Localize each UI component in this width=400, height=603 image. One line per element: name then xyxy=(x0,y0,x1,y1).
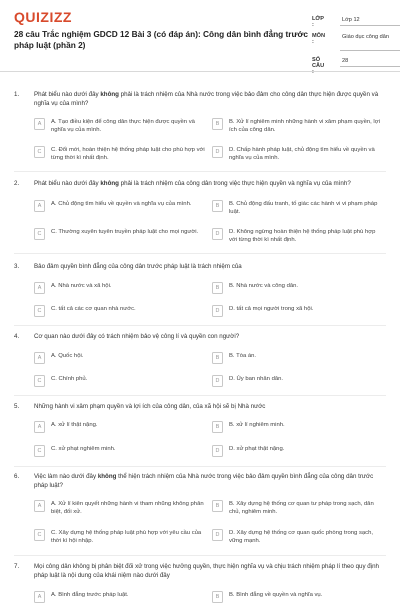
option-text: B. Nhà nước và công dân. xyxy=(229,283,299,289)
option-letter-box: D xyxy=(212,146,223,158)
stem-emphasis: không xyxy=(97,473,117,480)
question-divider xyxy=(14,466,386,467)
option-letter-box: C xyxy=(34,228,45,240)
option-text: C. Chính phủ. xyxy=(51,376,88,382)
option-text: D. Ủy ban nhân dân. xyxy=(229,376,284,382)
quizizz-logo: QUIZIZZ xyxy=(14,9,72,25)
option-letter-box: A xyxy=(34,591,45,603)
option-text: D. xử phạt thật nặng. xyxy=(229,446,285,452)
meta-subject-label: MÔN : xyxy=(312,33,326,45)
question-stem xyxy=(34,473,386,490)
stem-text: Mọi công dân không bị phân biệt đối xử trong việc hưởng quyền, thực hiện nghĩa vụ và chịu trách nhiệm pháp lí theo quy định pháp luật là nội dung của khái niệm nào dưới đây xyxy=(34,563,379,579)
option-letter-box: A xyxy=(34,421,45,433)
question-stem xyxy=(34,333,386,342)
option-letter-box: A xyxy=(34,500,45,512)
option-letter-box: D xyxy=(212,445,223,457)
option-letter-box: A xyxy=(34,282,45,294)
question-stem xyxy=(34,403,386,412)
option-text: B. Bình đẳng về quyền và nghĩa vụ. xyxy=(229,592,323,598)
question-divider xyxy=(14,555,386,556)
stem-text: Những hành vi xâm phạm quyền và lợi ích của công dân, của xã hội sẽ bị Nhà nước xyxy=(34,403,266,410)
option-text: C. Xây dựng hệ thống pháp luật phù hợp với yêu cầu của thời kì hội nhập. xyxy=(51,530,202,544)
stem-text: Cơ quan nào dưới đây có trách nhiệm bảo vệ công lí và quyền con người? xyxy=(34,333,240,340)
option-text: C. xử phạt nghiêm minh. xyxy=(51,446,116,452)
stem-text: phải là trách nhiệm của công dân trong việc thực hiện quyền và nghĩa vụ của mình? xyxy=(118,180,351,187)
option-letter-box: A xyxy=(34,118,45,130)
option-letter-box: B xyxy=(212,591,223,603)
question-number: 1. xyxy=(14,91,20,98)
stem-text: Phát biểu nào dưới đây xyxy=(34,91,101,98)
question-stem xyxy=(34,91,386,108)
question-number: 4. xyxy=(14,333,20,340)
option-letter-box: C xyxy=(34,146,45,158)
stem-text: phải là trách nhiệm của Nhà nước trong việc bảo đảm cho công dân thực hiện được quyền và nghĩa vụ của mình? xyxy=(34,91,379,107)
option-letter-box: A xyxy=(34,352,45,364)
option-text: B. Chủ động đấu tranh, tố giác các hành vi vi phạm pháp luật. xyxy=(229,201,378,215)
meta-class-value: Lớp 12 xyxy=(342,17,360,23)
stem-emphasis: không xyxy=(100,91,119,98)
question-stem xyxy=(34,563,386,580)
question-number: 3. xyxy=(14,263,20,270)
meta-count-value: 28 xyxy=(342,58,349,64)
option-text: A. Xử lí kiên quyết những hành vi tham nhũng không phân biệt, đối xử. xyxy=(51,501,204,515)
option-letter-box: B xyxy=(212,118,223,130)
meta-subject-value: Giáo dục công dân xyxy=(342,34,389,40)
option-letter-box: B xyxy=(212,352,223,364)
stem-text: Việc làm nào dưới đây xyxy=(34,473,98,480)
header-divider xyxy=(0,71,400,72)
option-letter-box: D xyxy=(212,375,223,387)
meta-class-line xyxy=(340,25,400,26)
option-text: A. xử lí thật nặng. xyxy=(51,422,98,428)
option-text: A. Nhà nước và xã hội. xyxy=(51,283,112,289)
option-text: D. Xây dựng hệ thống cơ quan quốc phòng trong sạch, vững mạnh. xyxy=(229,530,374,544)
option-letter-box: B xyxy=(212,282,223,294)
meta-subject-line xyxy=(340,50,400,51)
question-number: 2. xyxy=(14,180,20,187)
stem-text: Phát biểu nào dưới đây xyxy=(34,180,101,187)
option-text: B. Xây dựng hệ thống cơ quan tư pháp trong sạch, dân chủ, nghiêm minh. xyxy=(229,501,374,515)
meta-count-line xyxy=(340,66,400,67)
option-letter-box: D xyxy=(212,228,223,240)
option-text: C. Đổi mới, hoàn thiện hệ thống pháp luật cho phù hợp với từng thời kì nhất định. xyxy=(51,147,205,161)
option-letter-box: C xyxy=(34,445,45,457)
option-text: C. tất cả các cơ quan nhà nước. xyxy=(51,306,136,312)
meta-count-label: SỐ CÂU : xyxy=(312,57,325,75)
option-letter-box: C xyxy=(34,529,45,541)
question-divider xyxy=(14,171,386,172)
option-text: A. Chủ động tìm hiểu về quyền và nghĩa vụ của mình. xyxy=(51,201,192,207)
worksheet-header xyxy=(0,0,400,75)
option-text: D. tất cả mọi người trong xã hội. xyxy=(229,306,314,312)
option-letter-box: D xyxy=(212,529,223,541)
question-stem xyxy=(34,180,386,189)
option-text: D. Không ngừng hoàn thiện hệ thống pháp luật phù hợp với từng thời kì nhất định. xyxy=(229,229,376,243)
question-stem xyxy=(34,263,386,272)
option-letter-box: C xyxy=(34,375,45,387)
stem-emphasis: không xyxy=(100,180,119,187)
option-text: A. Bình đẳng trước pháp luật. xyxy=(51,592,129,598)
question-number: 6. xyxy=(14,473,20,480)
stem-text: Bảo đảm quyền bình đẳng của công dân trước pháp luật là trách nhiệm của xyxy=(34,263,242,270)
question-divider xyxy=(14,395,386,396)
option-text: D. Chấp hành pháp luật, chủ động tìm hiểu về quyền và nghĩa vụ của mình. xyxy=(229,147,375,161)
option-text: B. Tòa án. xyxy=(229,353,257,359)
meta-class-label: LỚP : xyxy=(312,16,324,28)
option-letter-box: B xyxy=(212,500,223,512)
question-divider xyxy=(14,253,386,254)
option-letter-box: D xyxy=(212,305,223,317)
question-number: 7. xyxy=(14,563,20,570)
stem-text: thể hiện trách nhiệm của Nhà nước trong việc bảo đảm quyền bình đẳng của công dân trước pháp luật? xyxy=(34,473,374,489)
worksheet-meta xyxy=(309,0,400,75)
option-text: C. Thường xuyên tuyên truyền pháp luật cho mọi người. xyxy=(51,229,199,235)
option-letter-box: B xyxy=(212,200,223,212)
option-letter-box: A xyxy=(34,200,45,212)
question-number: 5. xyxy=(14,403,20,410)
option-text: B. Xử lí nghiêm minh những hành vi xâm phạm quyền, lợi ích của công dân. xyxy=(229,119,380,133)
option-letter-box: B xyxy=(212,421,223,433)
option-text: B. xử lí nghiêm minh. xyxy=(229,422,285,428)
option-text: A. Quốc hội. xyxy=(51,353,84,359)
option-letter-box: C xyxy=(34,305,45,317)
option-text: A. Tạo điều kiện để công dân thực hiện được quyền và nghĩa vụ của mình. xyxy=(51,119,195,133)
worksheet-title: 28 câu Trắc nghiệm GDCD 12 Bài 3 (có đáp án): Công dân bình đẳng trước pháp luật (phần 2) xyxy=(14,29,309,50)
question-divider xyxy=(14,325,386,326)
